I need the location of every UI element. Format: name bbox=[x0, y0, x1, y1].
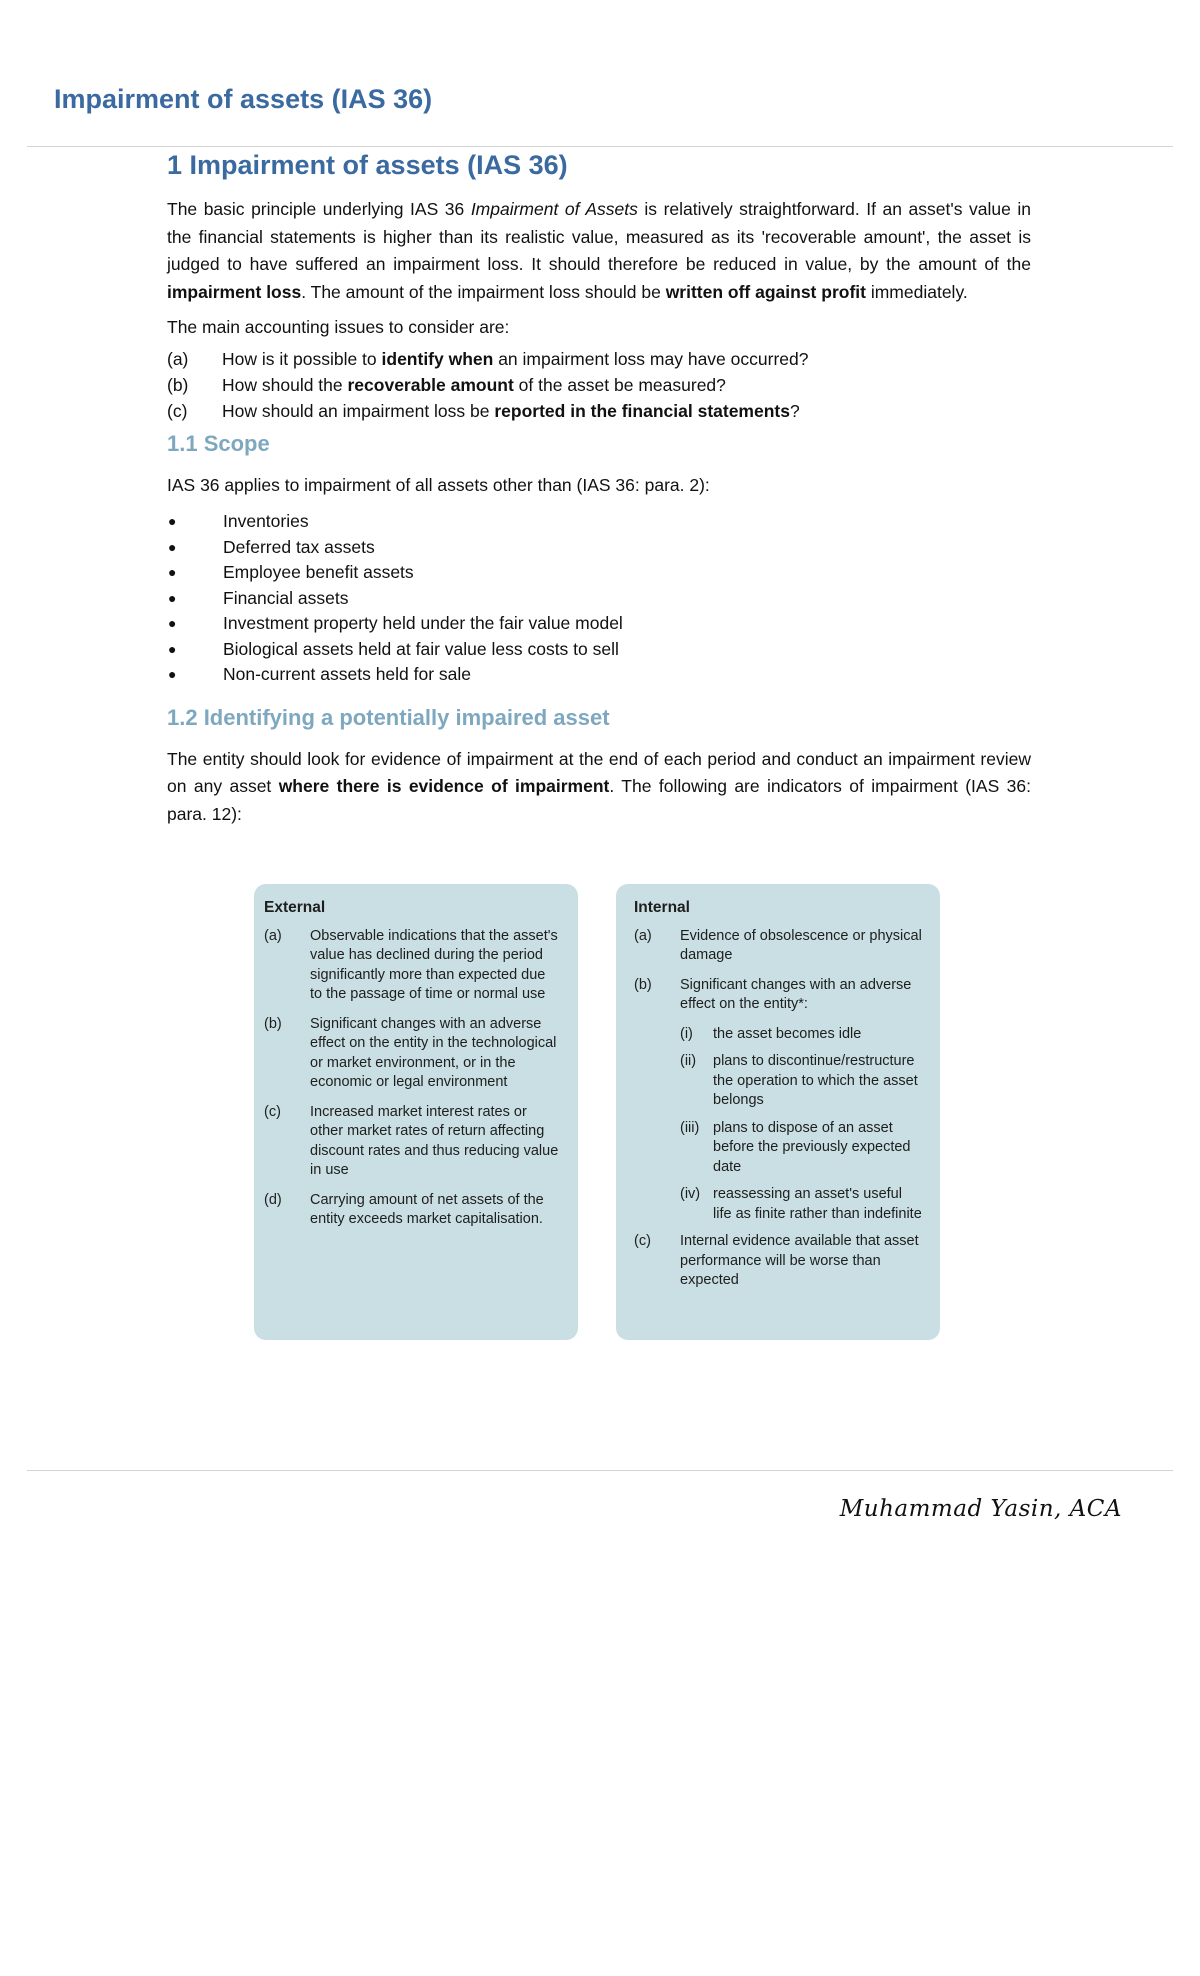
list-item: ● Deferred tax assets bbox=[167, 535, 1031, 561]
bullet-icon: ● bbox=[168, 589, 177, 606]
section-heading: 1 Impairment of assets (IAS 36) bbox=[167, 150, 568, 180]
list-item: (b) Significant changes with an adverse effect on the entity in the technological or market environment, or in the economic or legal environment bbox=[264, 1015, 557, 1090]
list-item: (b) Significant changes with an adverse effect on the entity*: bbox=[634, 976, 912, 1012]
bullet-icon: ● bbox=[168, 564, 177, 580]
footer-divider bbox=[27, 1470, 1173, 1471]
impairment-indicators bbox=[254, 884, 940, 1340]
list-item: (c) Internal evidence available that asset performance will be worse than expected bbox=[634, 1233, 919, 1288]
internal-indicators-box bbox=[616, 884, 940, 1340]
emphasis-written-off: written off against profit bbox=[665, 281, 866, 302]
sub-list-item: (i) the asset becomes idle bbox=[680, 1025, 862, 1042]
intro-paragraph: The basic principle underlying IAS 36 Impairment of Assets is relatively straightforward. If an asset's value in the financial statements is higher than its realistic value, measured as its 'recoverable amount', the asset is judged to have suffered an impairment loss. It should therefore be reduced in value, by the amount of the impairment loss. The amount of the impairment loss should be written off against profit immediately. bbox=[167, 199, 1031, 302]
issues-lead: The main accounting issues to consider are: bbox=[167, 317, 510, 337]
bullet-icon: ● bbox=[168, 640, 177, 657]
bullet-icon: ● bbox=[168, 666, 177, 682]
sub-list-item: (iv) reassessing an asset's useful life as finite rather than indefinite bbox=[680, 1186, 922, 1222]
external-indicators-box bbox=[254, 884, 578, 1340]
list-item: ● Biological assets held at fair value less costs to sell bbox=[167, 637, 1031, 663]
list-item: (b) How should the recoverable amount of the asset be measured? bbox=[167, 374, 726, 395]
external-box-title: External bbox=[264, 899, 326, 916]
main-content bbox=[167, 148, 1031, 836]
sub-list-item: (iii) plans to dispose of an asset before the previously expected date bbox=[680, 1119, 911, 1175]
issues-list bbox=[167, 346, 1031, 424]
identifying-heading: 1.2 Identifying a potentially impaired asset bbox=[167, 704, 610, 730]
bullet-icon: ● bbox=[168, 513, 177, 529]
list-item: (c) Increased market interest rates or other market rates of return affecting discount rates and thus reducing value in use bbox=[264, 1103, 559, 1178]
list-item: ● Investment property held under the fair value model bbox=[167, 611, 1031, 637]
internal-box-title: Internal bbox=[634, 899, 690, 916]
header-divider bbox=[27, 146, 1173, 147]
emphasis-evidence: where there is evidence of impairment bbox=[278, 776, 610, 796]
sub-list-item: (ii) plans to discontinue/restructure the operation to which the asset belongs bbox=[680, 1053, 918, 1108]
page-header-title: Impairment of assets (IAS 36) bbox=[54, 84, 433, 114]
scope-exclusions-list bbox=[167, 509, 1031, 688]
list-item: (a) How is it possible to identify when an impairment loss may have occurred? bbox=[167, 348, 809, 369]
standard-title: Impairment of Assets bbox=[470, 199, 638, 219]
emphasis-impairment-loss: impairment loss bbox=[167, 281, 302, 302]
list-item: (a) Observable indications that the asset's value has declined during the period significantly more than expected due to the passage of time or normal use bbox=[264, 927, 558, 1002]
scope-heading: 1.1 Scope bbox=[167, 430, 270, 456]
list-item: ● Employee benefit assets bbox=[167, 560, 1031, 586]
list-item: (a) Evidence of obsolescence or physical damage bbox=[634, 927, 922, 963]
list-item: (c) How should an impairment loss be reported in the financial statements? bbox=[167, 400, 800, 421]
identifying-paragraph: The entity should look for evidence of impairment at the end of each period and conduct an impairment review on any asset where there is evidence of impairment. The following are indicators of impairment (IAS 36: para. 12): bbox=[167, 748, 1031, 824]
list-item: ● Non-current assets held for sale bbox=[167, 662, 1031, 688]
list-item: ● Inventories bbox=[167, 509, 1031, 535]
bullet-icon: ● bbox=[168, 615, 177, 631]
list-item: (d) Carrying amount of net assets of the entity exceeds market capitalisation. bbox=[264, 1191, 544, 1227]
bullet-icon: ● bbox=[168, 538, 177, 555]
scope-intro: IAS 36 applies to impairment of all assets other than (IAS 36: para. 2): bbox=[167, 474, 710, 495]
author-signature: Muhammad Yasin, ACA bbox=[839, 1496, 1122, 1522]
list-item: ● Financial assets bbox=[167, 586, 1031, 612]
